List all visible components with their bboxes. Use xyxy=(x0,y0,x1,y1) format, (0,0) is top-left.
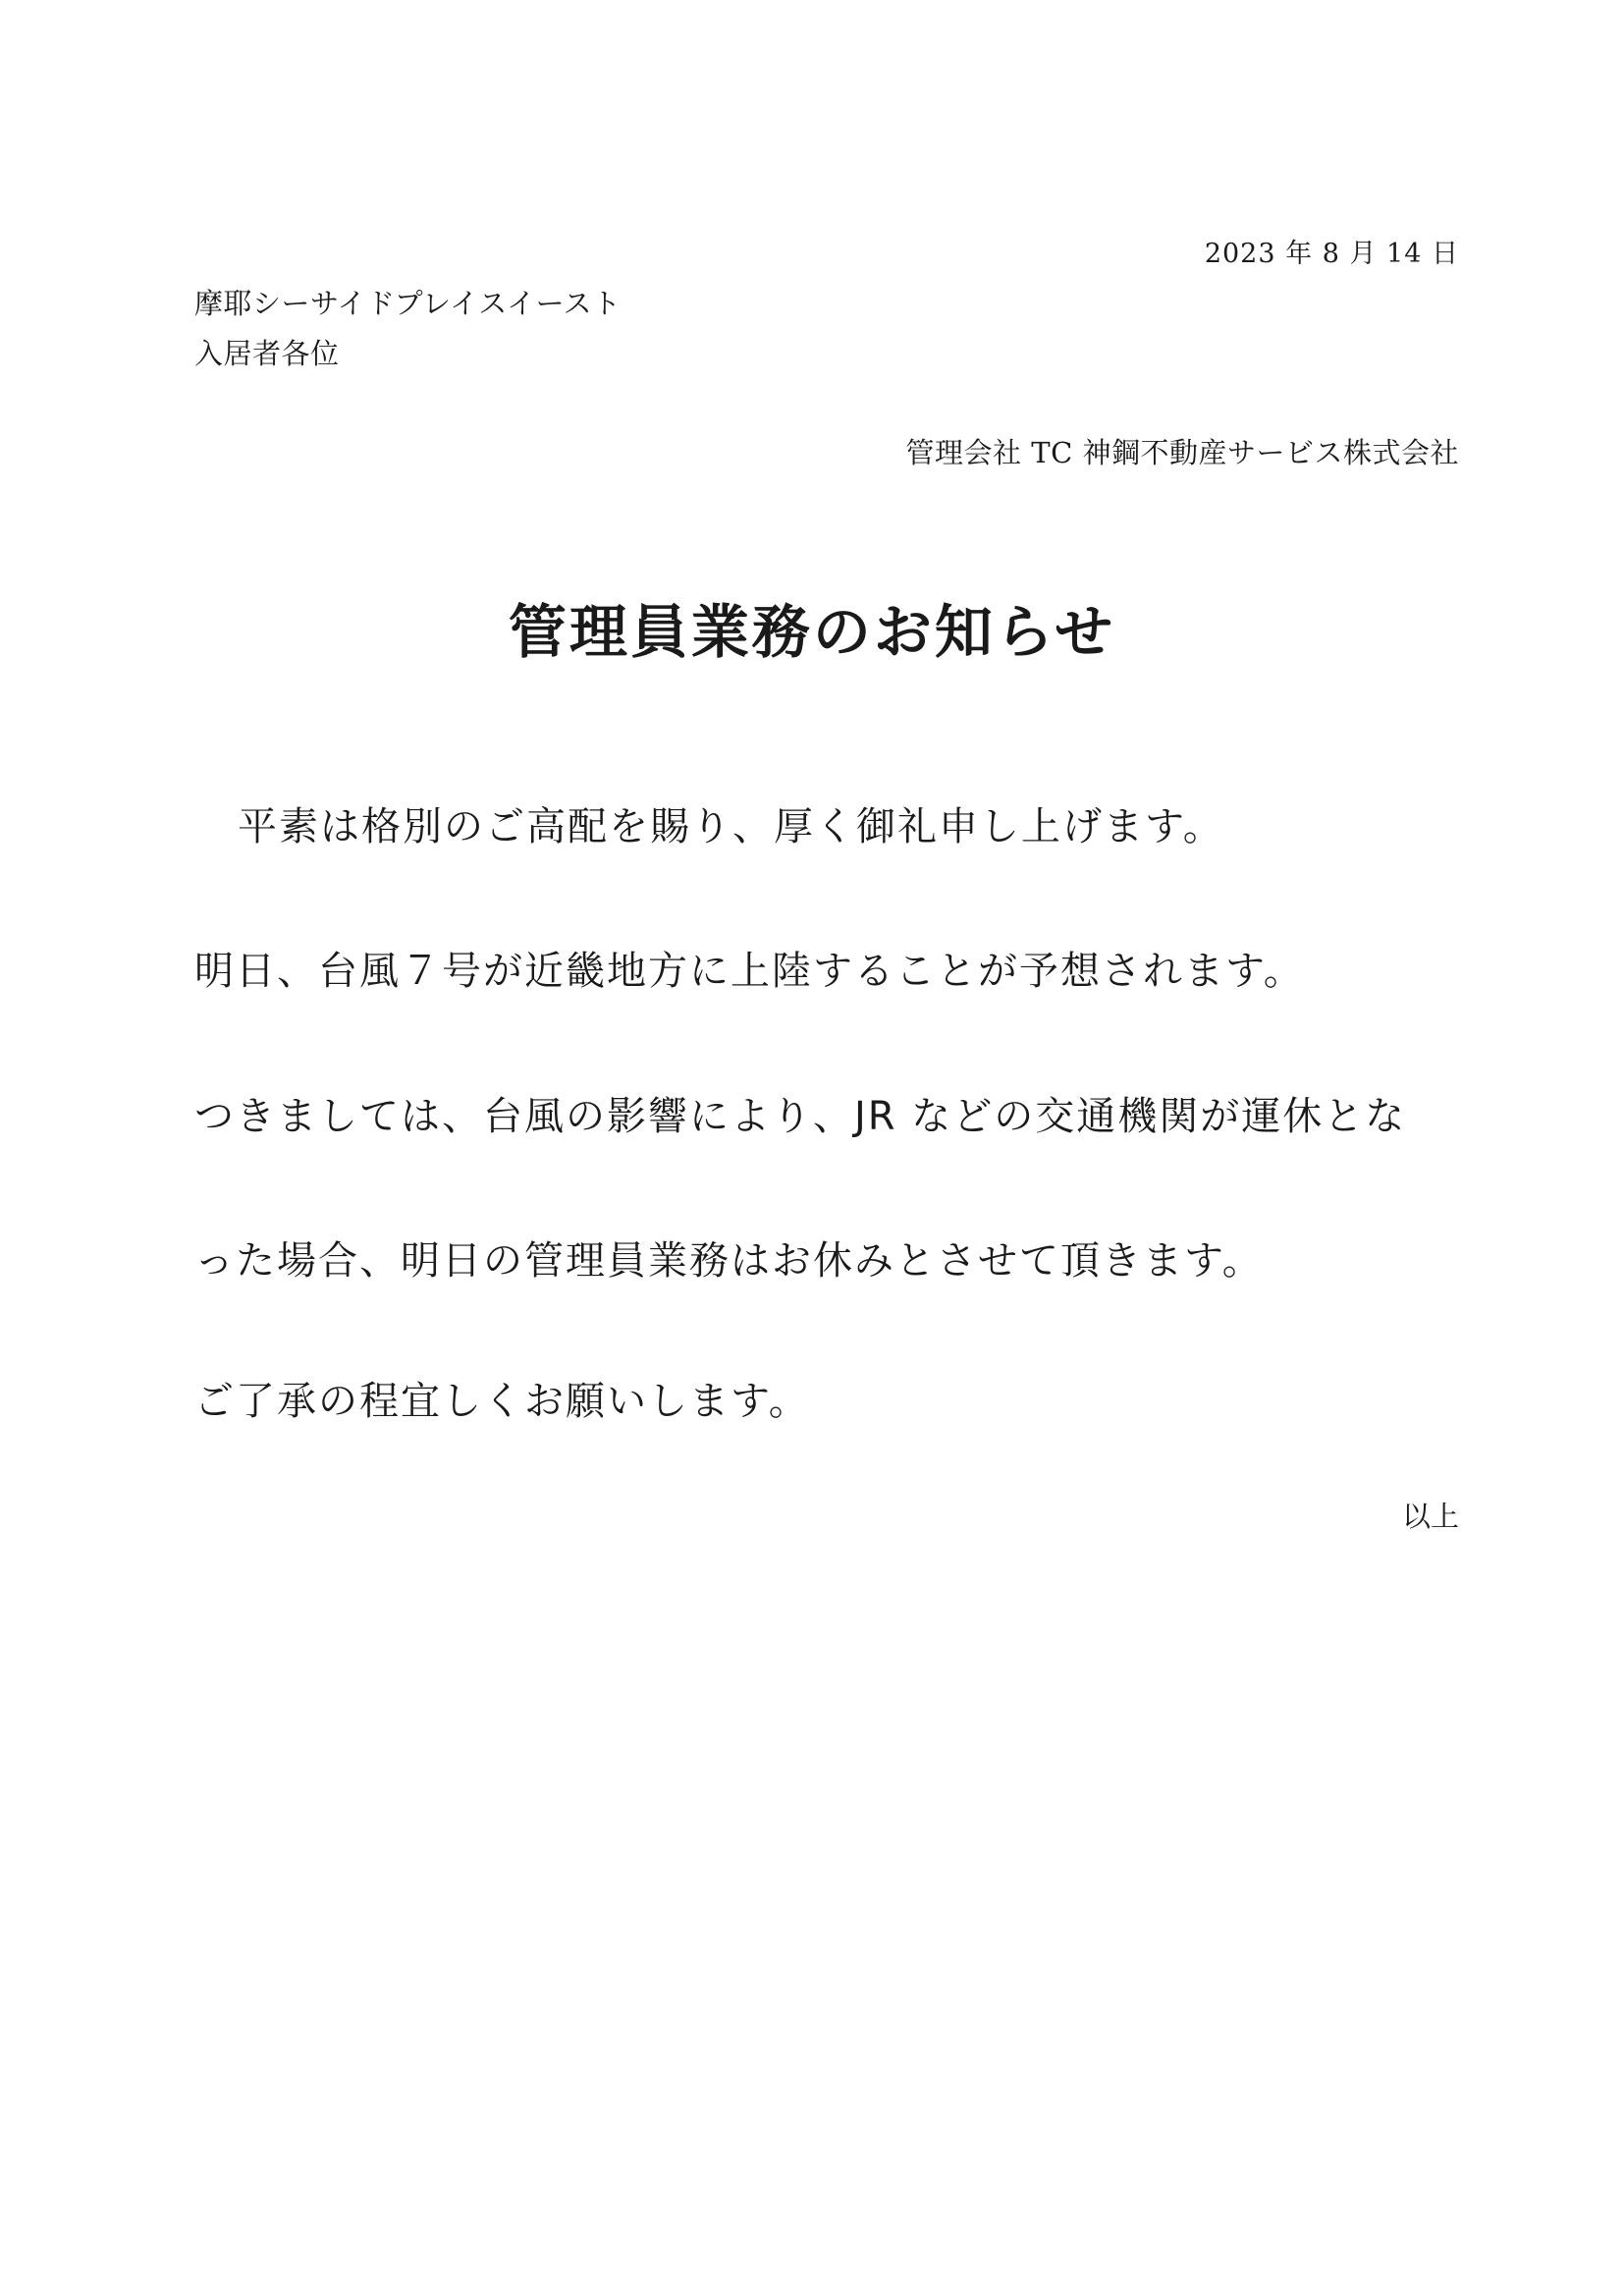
body-paragraph-notice-line2: った場合、明日の管理員業務はお休みとさせて頂きます。 xyxy=(194,1238,1264,1284)
recipient-building: 摩耶シーサイドプレイスイースト xyxy=(194,287,622,320)
sender-company: 管理会社 TC 神鋼不動産サービス株式会社 xyxy=(905,436,1459,469)
body-paragraph-notice-line1: つきましては、台風の影響により、JR などの交通機関が運休とな xyxy=(194,1094,1407,1139)
document-title: 管理員業務のお知らせ xyxy=(508,598,1116,666)
body-paragraph-greeting: 平素は格別のご高配を賜り、厚く御礼申し上げます。 xyxy=(238,804,1224,849)
closing-remark: 以上 xyxy=(1401,1500,1459,1533)
recipient-addressee: 入居者各位 xyxy=(194,337,340,370)
body-paragraph-request: ご了承の程宜しくお願いします。 xyxy=(194,1379,810,1424)
body-paragraph-forecast: 明日、台風７号が近畿地方に上陸することが予想されます。 xyxy=(194,949,1305,994)
document-date: 2023 年 8 月 14 日 xyxy=(1204,239,1459,269)
